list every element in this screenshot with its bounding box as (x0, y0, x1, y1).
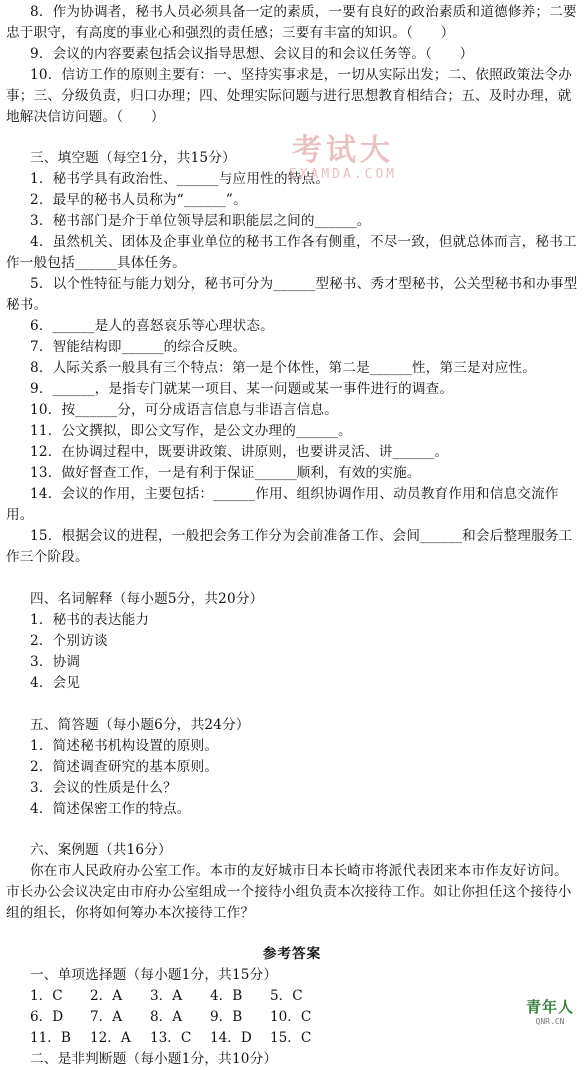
terms-heading: 四、名词解释（每小题5分，共20分） (30, 591, 264, 607)
answer-cell: 13．C (150, 1030, 192, 1046)
fill-blank-item: 12．在协调过程中，既要讲政策、讲原则，也要讲灵活、讲______。 (30, 444, 449, 460)
fill-blank-item: 6．______是人的喜怒哀乐等心理状态。 (30, 318, 274, 334)
answer-cell: 7．A (90, 1009, 123, 1025)
answers-row (30, 986, 330, 1007)
case-heading: 六、案例题（共16分） (30, 842, 172, 858)
fill-blank-item: 8．人际关系一般具有三个特点：第一是个体性，第二是______性，第三是对应性。 (30, 360, 537, 376)
answer-cell: 5．C (270, 988, 303, 1004)
answer-cell: 12．A (90, 1030, 131, 1046)
short-answer-item: 2．简述调查研究的基本原则。 (30, 759, 219, 775)
answer-cell: 8．A (150, 1009, 183, 1025)
answer-cell: 2．A (90, 988, 123, 1004)
answers-single-heading: 一、单项选择题（每小题1分，共15分） (30, 967, 278, 983)
answer-cell: 4．B (210, 988, 243, 1004)
watermark-cn: 考试大 (292, 133, 394, 168)
fill-blank-item: 13．做好督查工作，一是有利于保证______顺利，有效的实施。 (30, 465, 421, 481)
corner-logo (520, 996, 580, 1026)
answer-cell: 3．A (150, 988, 183, 1004)
short-answer-item: 3．会议的性质是什么？ (30, 780, 177, 796)
answers-row (30, 1007, 330, 1028)
short-answer-heading: 五、简答题（每小题6分，共24分） (30, 717, 250, 733)
corner-logo-cn: 青年人 (525, 998, 574, 1016)
case-text: 你在市人民政府办公室工作。本市的友好城市日本长崎市将派代表团来本市作友好访问。市长办公会议决定由市府办公室组成一个接待小组负责本次接待工作。如让你担任这个接待小组的组长，你将如何筹办本次接待工作？ (6, 863, 572, 921)
fill-blank-item: 14．会议的作用，主要包括：______作用、组织协调作用、动员教育作用和信息交流作用。 (6, 486, 559, 523)
short-answer-item: 4．简述保密工作的特点。 (30, 801, 191, 817)
watermark-en: EXAMDA.COM (288, 167, 398, 182)
short-answer-item: 1．简述秘书机构设置的原则。 (30, 738, 219, 754)
corner-logo-en: QNR.CN (535, 1017, 565, 1026)
fill-blank-item: 7．智能结构即______的综合反映。 (30, 339, 247, 355)
fill-blank-item: 3．秘书部门是介于单位领导层和职能层之间的______。 (30, 213, 371, 229)
fill-blank-item: 11．公文撰拟，即公文写作，是公文办理的______。 (30, 423, 352, 439)
judgment-item-9: 9．会议的内容要素包括会议指导思想、会议目的和会议任务等。（ ） (30, 46, 474, 62)
term-item: 3．协调 (30, 654, 81, 670)
term-item: 1．秘书的表达能力 (30, 612, 150, 628)
answer-cell: 9．B (210, 1009, 243, 1025)
answer-cell: 14．D (210, 1030, 252, 1046)
fill-blank-item: 4．虽然机关、团体及企事业单位的秘书工作各有侧重，不尽一致，但就总体而言，秘书工作一般包括______具体任务。 (6, 234, 577, 271)
answers-title: 参考答案 (262, 946, 322, 962)
judgment-item-10: 10．信访工作的原则主要有：一、坚持实事求是，一切从实际出发；二、依照政策法令办事；三、分级负责，归口办理；四、处理实际问题与进行思想教育相结合；五、及时办理，就地解决信访问题。（ ） (6, 67, 572, 125)
answers-row (30, 1028, 330, 1049)
answer-cell: 10．C (270, 1009, 312, 1025)
judgment-item-8: 8．作为协调者，秘书人员必须具备一定的素质，一要有良好的政治素质和道德修养；二要忠于职守，有高度的事业心和强烈的责任感；三要有丰富的知识。（ ） (6, 4, 577, 41)
fill-blank-item: 10．按______分，可分成语言信息与非语言信息。 (30, 402, 338, 418)
fill-blank-item: 5．以个性特征与能力划分，秘书可分为______型秘书、秀才型秘书，公关型秘书和办事型秘书。 (6, 276, 578, 313)
answers-judge-heading: 二、是非判断题（每小题1分，共10分） (30, 1051, 278, 1067)
answer-cell: 1．C (30, 988, 63, 1004)
fill-blank-item: 2．最早的秘书人员称为“______”。 (30, 192, 247, 208)
term-item: 4．会见 (30, 675, 81, 691)
answer-cell: 11．B (30, 1030, 71, 1046)
answer-cell: 15．C (270, 1030, 312, 1046)
fill-blank-item: 9．______，是指专门就某一项目、某一问题或某一事件进行的调查。 (30, 381, 454, 397)
fill-blank-item: 1．秘书学具有政治性、______与应用性的特点。 (30, 171, 330, 187)
answer-cell: 6．D (30, 1009, 64, 1025)
term-item: 2．个别访谈 (30, 633, 108, 649)
fill-blank-heading: 三、填空题（每空1分，共15分） (30, 150, 236, 166)
watermark-logo (268, 133, 418, 182)
fill-blank-item: 15．根据会议的进程，一般把会务工作分为会前准备工作、会间______和会后整理服务工作三个阶段。 (6, 528, 573, 565)
